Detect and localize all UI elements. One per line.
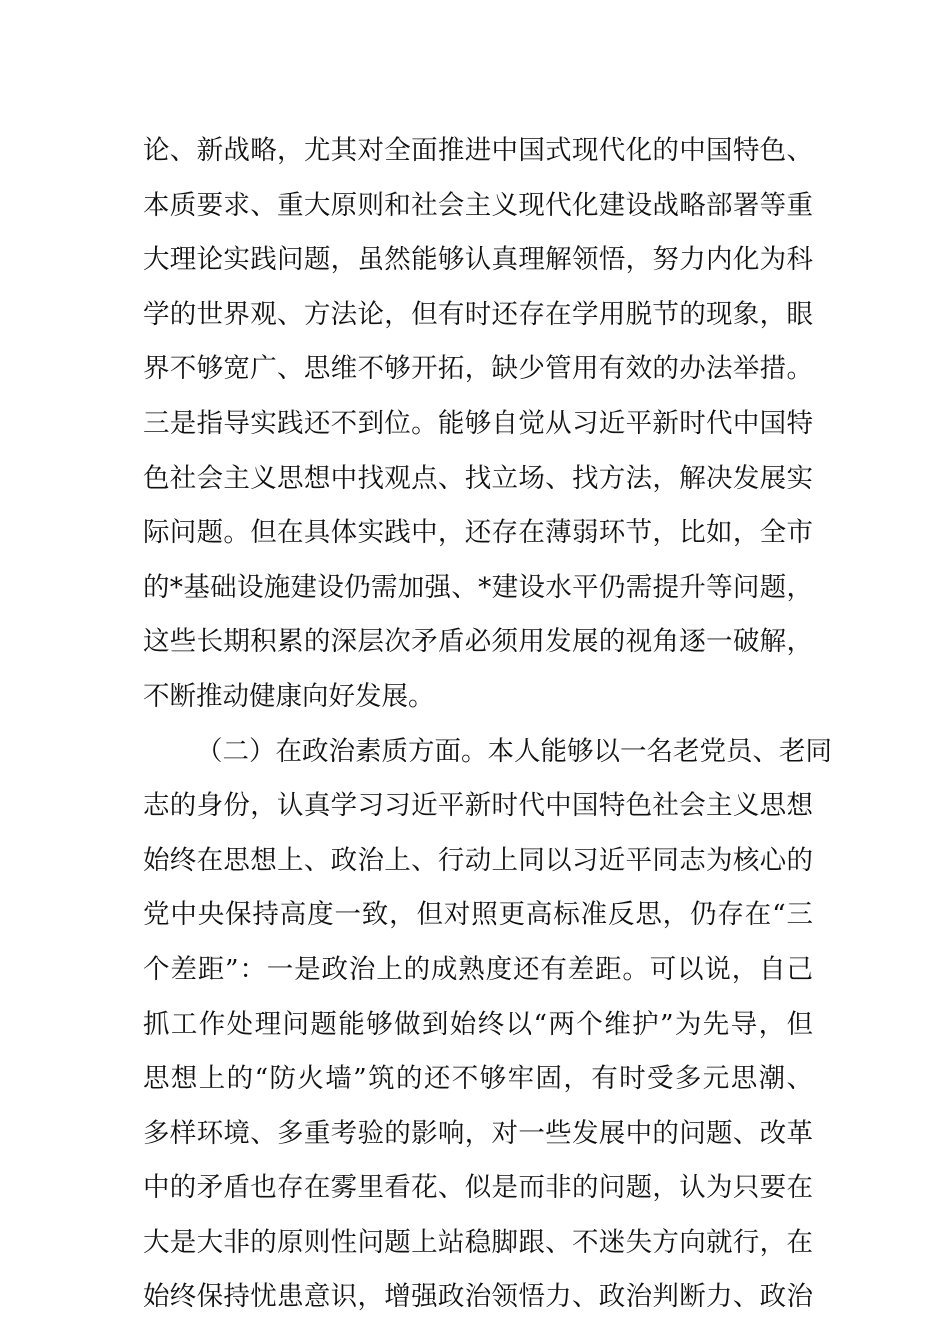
- text-line: 党中央保持高度一致，但对照更高标准反思，仍存在“三: [143, 899, 813, 931]
- text-line: 的*基础设施建设仍需加强、*建设水平仍需提升等问题，: [143, 571, 813, 603]
- text-line: 中的矛盾也存在雾里看花、似是而非的问题，认为只要在: [143, 1172, 813, 1204]
- text-line: 志的身份，认真学习习近平新时代中国特色社会主义思想: [143, 790, 813, 822]
- text-line: 个差距”：一是政治上的成熟度还有差距。可以说，自己: [143, 953, 813, 985]
- text-line: 界不够宽广、思维不够开拓，缺少管用有效的办法举措。: [143, 353, 813, 385]
- text-line: 始终保持忧患意识，增强政治领悟力、政治判断力、政治: [143, 1281, 813, 1313]
- text-line: 思想上的“防火墙”筑的还不够牢固，有时受多元思潮、: [143, 1063, 813, 1095]
- text-line: 学的世界观、方法论，但有时还存在学用脱节的现象，眼: [143, 298, 813, 330]
- text-line: 论、新战略，尤其对全面推进中国式现代化的中国特色、: [143, 135, 813, 166]
- paragraph-end-line: 不断推动健康向好发展。: [143, 680, 435, 712]
- text-line: 本质要求、重大原则和社会主义现代化建设战略部署等重: [143, 189, 813, 221]
- text-line: 际问题。但在具体实践中，还存在薄弱环节，比如，全市: [143, 517, 813, 549]
- body-text: [143, 124, 832, 1325]
- text-line: 三是指导实践还不到位。能够自觉从习近平新时代中国特: [143, 407, 813, 439]
- text-line: 这些长期积累的深层次矛盾必须用发展的视角逐一破解，: [143, 626, 813, 658]
- text-line: 大是大非的原则性问题上站稳脚跟、不迷失方向就行，在: [143, 1226, 813, 1258]
- text-line: 抓工作处理问题能够做到始终以“两个维护”为先导，但: [143, 1008, 813, 1040]
- text-line: 色社会主义思想中找观点、找立场、找方法，解决发展实: [143, 462, 813, 494]
- text-line: 多样环境、多重考验的影响，对一些发展中的问题、改革: [143, 1117, 813, 1149]
- section-heading-line: （二）在政治素质方面。本人能够以一名老党员、老同: [196, 735, 832, 767]
- text-line: 始终在思想上、政治上、行动上同以习近平同志为核心的: [143, 844, 813, 876]
- text-line: 大理论实践问题，虽然能够认真理解领悟，努力内化为科: [143, 244, 813, 276]
